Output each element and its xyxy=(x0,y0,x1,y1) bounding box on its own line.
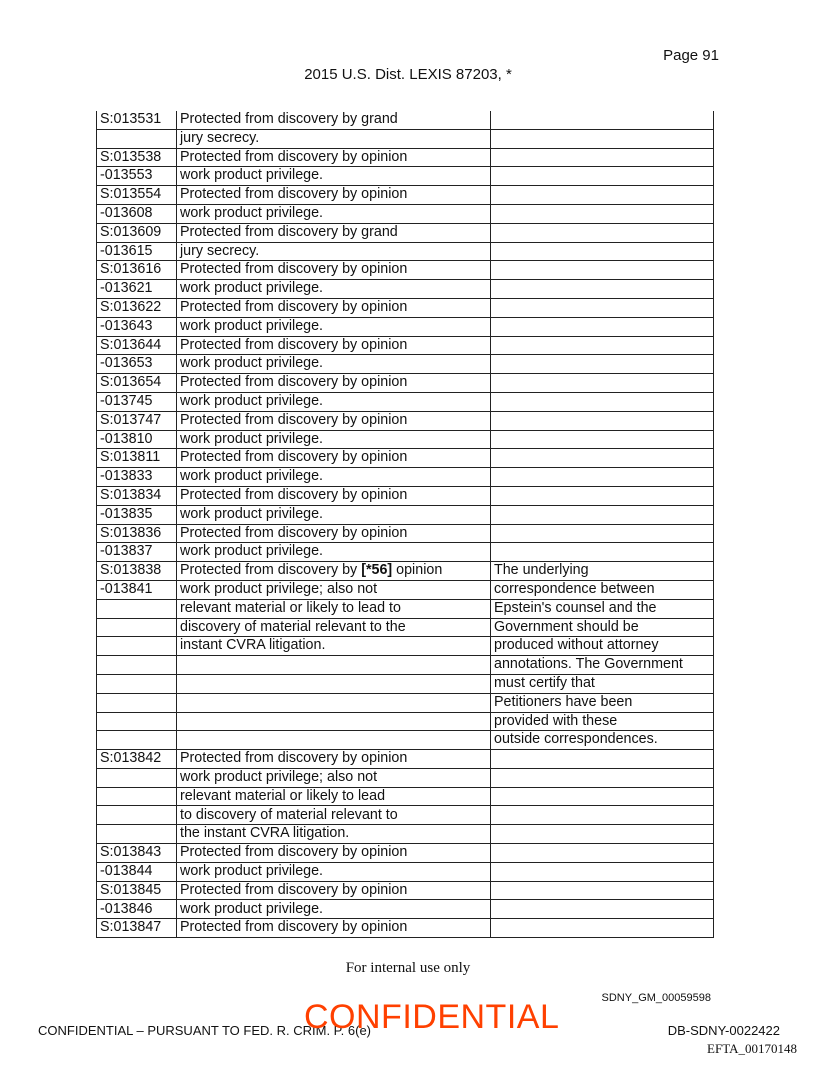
doc-number-cell xyxy=(97,806,177,825)
ruling-cell xyxy=(491,468,714,487)
ruling-cell xyxy=(491,411,714,430)
ruling-cell xyxy=(491,336,714,355)
doc-number-cell: -013608 xyxy=(97,204,177,223)
bates-number-top: SDNY_GM_00059598 xyxy=(601,992,711,1004)
table-row xyxy=(97,656,714,675)
reason-cell: work product privilege. xyxy=(177,468,491,487)
reason-cell: Protected from discovery by opinion xyxy=(177,298,491,317)
reason-cell: Protected from discovery by opinion xyxy=(177,881,491,900)
reason-cell: jury secrecy. xyxy=(177,129,491,148)
reason-cell: work product privilege. xyxy=(177,280,491,299)
reason-cell: to discovery of material relevant to xyxy=(177,806,491,825)
bates-number-bottom: DB-SDNY-0022422 xyxy=(667,1023,780,1038)
ruling-cell xyxy=(491,223,714,242)
doc-number-cell xyxy=(97,656,177,675)
table-row xyxy=(97,148,714,167)
reason-cell: Protected from discovery by opinion xyxy=(177,449,491,468)
reason-cell: Protected from discovery by opinion xyxy=(177,844,491,863)
table-row xyxy=(97,900,714,919)
doc-number-cell: -013841 xyxy=(97,580,177,599)
table-row xyxy=(97,374,714,393)
doc-number-cell: S:013654 xyxy=(97,374,177,393)
table-row xyxy=(97,580,714,599)
ruling-cell xyxy=(491,919,714,938)
table-row xyxy=(97,392,714,411)
doc-number-cell: -013745 xyxy=(97,392,177,411)
table-row xyxy=(97,430,714,449)
ruling-cell xyxy=(491,900,714,919)
reason-cell: relevant material or likely to lead xyxy=(177,787,491,806)
reason-cell: work product privilege. xyxy=(177,543,491,562)
ruling-cell xyxy=(491,750,714,769)
reason-cell: Protected from discovery by opinion xyxy=(177,336,491,355)
page-reference: [*56] xyxy=(361,562,393,579)
ruling-cell xyxy=(491,280,714,299)
reason-cell: Protected from discovery by opinion xyxy=(177,750,491,769)
ruling-cell xyxy=(491,186,714,205)
reason-cell: work product privilege; also not xyxy=(177,580,491,599)
ruling-cell: produced without attorney xyxy=(491,637,714,656)
privilege-log-table xyxy=(96,111,714,938)
doc-number-cell xyxy=(97,129,177,148)
reason-cell: work product privilege. xyxy=(177,167,491,186)
ruling-cell xyxy=(491,486,714,505)
doc-number-cell: S:013609 xyxy=(97,223,177,242)
doc-number-cell: S:013531 xyxy=(97,111,177,129)
reason-cell xyxy=(177,712,491,731)
ruling-cell xyxy=(491,261,714,280)
ruling-cell xyxy=(491,317,714,336)
case-citation: 2015 U.S. Dist. LEXIS 87203, * xyxy=(304,66,512,83)
table-row xyxy=(97,674,714,693)
table-row xyxy=(97,204,714,223)
ruling-cell: annotations. The Government xyxy=(491,656,714,675)
reason-cell xyxy=(177,656,491,675)
table-row xyxy=(97,280,714,299)
ruling-cell xyxy=(491,242,714,261)
doc-number-cell: -013615 xyxy=(97,242,177,261)
table-row xyxy=(97,336,714,355)
table-row xyxy=(97,862,714,881)
doc-number-cell xyxy=(97,693,177,712)
doc-number-cell: S:013843 xyxy=(97,844,177,863)
table-row xyxy=(97,693,714,712)
reason-text: Protected from discovery by xyxy=(180,562,358,579)
table-row xyxy=(97,768,714,787)
table-row xyxy=(97,486,714,505)
ruling-cell: The underlying xyxy=(491,562,714,581)
doc-number-cell xyxy=(97,712,177,731)
ruling-cell: must certify that xyxy=(491,674,714,693)
table-row xyxy=(97,562,714,581)
ruling-cell xyxy=(491,430,714,449)
table-row xyxy=(97,599,714,618)
reason-cell xyxy=(177,731,491,750)
ruling-cell: Government should be xyxy=(491,618,714,637)
reason-cell: instant CVRA litigation. xyxy=(177,637,491,656)
doc-number-cell: S:013622 xyxy=(97,298,177,317)
ruling-cell xyxy=(491,768,714,787)
doc-number-cell xyxy=(97,618,177,637)
doc-number-cell: S:013847 xyxy=(97,919,177,938)
table-row xyxy=(97,637,714,656)
reason-cell xyxy=(177,674,491,693)
doc-number-cell xyxy=(97,768,177,787)
ruling-cell xyxy=(491,392,714,411)
page-number: Page 91 xyxy=(663,47,719,64)
reason-cell: work product privilege. xyxy=(177,392,491,411)
reason-cell: Protected from discovery by opinion xyxy=(177,148,491,167)
doc-number-cell: S:013747 xyxy=(97,411,177,430)
doc-number-cell: -013837 xyxy=(97,543,177,562)
reason-cell: work product privilege; also not xyxy=(177,768,491,787)
ruling-cell: Epstein's counsel and the xyxy=(491,599,714,618)
reason-cell: work product privilege. xyxy=(177,862,491,881)
ruling-cell xyxy=(491,374,714,393)
ruling-cell xyxy=(491,111,714,129)
reason-cell xyxy=(177,562,491,581)
doc-number-cell xyxy=(97,825,177,844)
doc-number-cell: -013653 xyxy=(97,355,177,374)
table-row xyxy=(97,712,714,731)
table-row xyxy=(97,731,714,750)
table-row xyxy=(97,505,714,524)
doc-number-cell xyxy=(97,731,177,750)
internal-use-note: For internal use only xyxy=(345,960,471,976)
ruling-cell xyxy=(491,449,714,468)
reason-cell: Protected from discovery by grand xyxy=(177,223,491,242)
doc-number-cell: -013844 xyxy=(97,862,177,881)
reason-cell: Protected from discovery by opinion xyxy=(177,919,491,938)
doc-number-cell: S:013538 xyxy=(97,148,177,167)
reason-cell: work product privilege. xyxy=(177,505,491,524)
doc-number-cell xyxy=(97,637,177,656)
doc-number-cell: S:013842 xyxy=(97,750,177,769)
doc-number-cell xyxy=(97,674,177,693)
ruling-cell xyxy=(491,543,714,562)
doc-number-cell: S:013834 xyxy=(97,486,177,505)
ruling-cell xyxy=(491,844,714,863)
doc-number-cell: S:013554 xyxy=(97,186,177,205)
ruling-cell xyxy=(491,204,714,223)
table-row xyxy=(97,844,714,863)
table-row xyxy=(97,919,714,938)
doc-number-cell: S:013845 xyxy=(97,881,177,900)
table-row xyxy=(97,524,714,543)
table-row xyxy=(97,261,714,280)
doc-number-cell: S:013644 xyxy=(97,336,177,355)
doc-number-cell: -013835 xyxy=(97,505,177,524)
ruling-cell xyxy=(491,862,714,881)
doc-number-cell xyxy=(97,787,177,806)
reason-cell: Protected from discovery by opinion xyxy=(177,261,491,280)
ruling-cell: correspondence between xyxy=(491,580,714,599)
doc-number-cell: S:013616 xyxy=(97,261,177,280)
table-row xyxy=(97,825,714,844)
reason-cell: discovery of material relevant to the xyxy=(177,618,491,637)
reason-cell: work product privilege. xyxy=(177,355,491,374)
ruling-cell xyxy=(491,167,714,186)
reason-cell: work product privilege. xyxy=(177,430,491,449)
reason-cell: Protected from discovery by opinion xyxy=(177,186,491,205)
doc-number-cell: -013846 xyxy=(97,900,177,919)
reason-cell: jury secrecy. xyxy=(177,242,491,261)
doc-number-cell: S:013838 xyxy=(97,562,177,581)
reason-cell: work product privilege. xyxy=(177,317,491,336)
reason-cell: Protected from discovery by grand xyxy=(177,111,491,129)
ruling-cell xyxy=(491,825,714,844)
reason-cell: Protected from discovery by opinion xyxy=(177,486,491,505)
ruling-cell xyxy=(491,298,714,317)
reason-cell: Protected from discovery by opinion xyxy=(177,411,491,430)
reason-cell: Protected from discovery by opinion xyxy=(177,374,491,393)
doc-number-cell: S:013811 xyxy=(97,449,177,468)
reason-cell: work product privilege. xyxy=(177,204,491,223)
reason-cell: Protected from discovery by opinion xyxy=(177,524,491,543)
table-row xyxy=(97,317,714,336)
table-row xyxy=(97,543,714,562)
doc-number-cell: -013810 xyxy=(97,430,177,449)
table-row xyxy=(97,787,714,806)
ruling-cell xyxy=(491,806,714,825)
ruling-cell xyxy=(491,355,714,374)
doc-number-cell: -013833 xyxy=(97,468,177,487)
doc-number-cell: -013553 xyxy=(97,167,177,186)
ruling-cell xyxy=(491,505,714,524)
table-row xyxy=(97,129,714,148)
table-row xyxy=(97,411,714,430)
table-row xyxy=(97,242,714,261)
ruling-cell xyxy=(491,524,714,543)
table-row xyxy=(97,468,714,487)
table-row xyxy=(97,750,714,769)
ruling-cell: provided with these xyxy=(491,712,714,731)
ruling-cell xyxy=(491,129,714,148)
doc-number-cell: -013643 xyxy=(97,317,177,336)
table-row xyxy=(97,806,714,825)
ruling-cell xyxy=(491,881,714,900)
table-row xyxy=(97,223,714,242)
confidential-notice: CONFIDENTIAL – PURSUANT TO FED. R. CRIM. P. 6(e) xyxy=(38,1023,372,1038)
doc-number-cell xyxy=(97,599,177,618)
table-row xyxy=(97,298,714,317)
efta-number: EFTA_00170148 xyxy=(707,1041,797,1056)
table-row xyxy=(97,186,714,205)
reason-cell: relevant material or likely to lead to xyxy=(177,599,491,618)
doc-number-cell: S:013836 xyxy=(97,524,177,543)
table-row xyxy=(97,167,714,186)
reason-cell: work product privilege. xyxy=(177,900,491,919)
table-row xyxy=(97,355,714,374)
reason-text-tail: opinion xyxy=(392,562,443,579)
ruling-cell: outside correspondences. xyxy=(491,731,714,750)
reason-cell: the instant CVRA litigation. xyxy=(177,825,491,844)
reason-cell xyxy=(177,693,491,712)
ruling-cell: Petitioners have been xyxy=(491,693,714,712)
table-row xyxy=(97,618,714,637)
ruling-cell xyxy=(491,148,714,167)
ruling-cell xyxy=(491,787,714,806)
table-row xyxy=(97,449,714,468)
table-row xyxy=(97,881,714,900)
table-row xyxy=(97,111,714,129)
confidential-stamp: CONFIDENTIAL xyxy=(304,998,560,1036)
doc-number-cell: -013621 xyxy=(97,280,177,299)
